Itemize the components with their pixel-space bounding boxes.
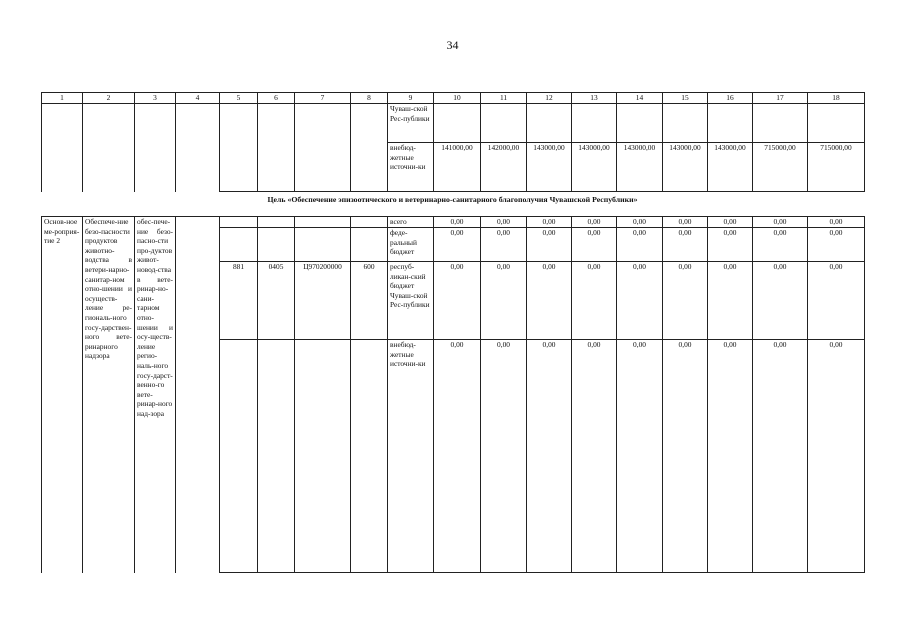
col-header: 4 xyxy=(176,93,220,104)
col-header: 7 xyxy=(295,93,351,104)
amount-cell xyxy=(808,104,865,143)
amount-cell: 0,00 xyxy=(481,262,527,340)
amount-cell xyxy=(572,104,617,143)
amount-cell: 141000,00 xyxy=(434,143,481,192)
col-header: 5 xyxy=(220,93,258,104)
amount-cell xyxy=(527,104,572,143)
amount-cell: 0,00 xyxy=(663,217,708,228)
amount-cell: 0,00 xyxy=(434,340,481,573)
amount-cell: 0,00 xyxy=(708,217,753,228)
funding-source: феде-ральный бюджет xyxy=(388,228,434,262)
amount-cell: 0,00 xyxy=(808,217,865,228)
amount-cell: 0,00 xyxy=(527,228,572,262)
amount-cell xyxy=(617,104,663,143)
ministry-code: 881 xyxy=(220,262,258,340)
expense-type-code: 600 xyxy=(351,262,388,340)
column-number-row xyxy=(42,93,865,104)
amount-cell: 142000,00 xyxy=(481,143,527,192)
amount-cell: 0,00 xyxy=(753,262,808,340)
col-header: 9 xyxy=(388,93,434,104)
page-number: 34 xyxy=(446,38,459,52)
amount-cell: 0,00 xyxy=(434,262,481,340)
budget-table-top xyxy=(41,92,865,192)
amount-cell xyxy=(434,104,481,143)
col-header: 16 xyxy=(708,93,753,104)
amount-cell: 0,00 xyxy=(527,340,572,573)
table-row xyxy=(42,217,865,228)
col-header: 13 xyxy=(572,93,617,104)
col-header: 8 xyxy=(351,93,388,104)
funding-source: внебюд-жетные источни-ки xyxy=(388,340,434,573)
amount-cell: 0,00 xyxy=(481,217,527,228)
amount-cell: 0,00 xyxy=(708,262,753,340)
col-header: 18 xyxy=(808,93,865,104)
amount-cell: 0,00 xyxy=(708,228,753,262)
col-header: 14 xyxy=(617,93,663,104)
amount-cell: 715000,00 xyxy=(753,143,808,192)
amount-cell: 0,00 xyxy=(663,228,708,262)
amount-cell: 0,00 xyxy=(527,217,572,228)
amount-cell: 0,00 xyxy=(617,217,663,228)
amount-cell: 0,00 xyxy=(617,228,663,262)
col-header: 1 xyxy=(42,93,83,104)
amount-cell: 0,00 xyxy=(572,217,617,228)
table-row xyxy=(42,143,865,192)
budget-table-measure xyxy=(41,216,865,573)
amount-cell: 0,00 xyxy=(527,262,572,340)
funding-source: Чуваш-ской Рес-публики xyxy=(388,104,434,143)
col-header: 10 xyxy=(434,93,481,104)
amount-cell: 0,00 xyxy=(753,217,808,228)
amount-cell: 0,00 xyxy=(753,340,808,573)
section-code: 0405 xyxy=(258,262,295,340)
amount-cell xyxy=(663,104,708,143)
amount-cell: 0,00 xyxy=(434,228,481,262)
measure-number: Основ-ное ме-роприя-тие 2 xyxy=(42,217,83,573)
amount-cell: 143000,00 xyxy=(663,143,708,192)
amount-cell: 143000,00 xyxy=(708,143,753,192)
amount-cell: 0,00 xyxy=(481,228,527,262)
col-header: 11 xyxy=(481,93,527,104)
measure-title: Обеспече-ние безо-пасности продуктов животно-водства в ветери-нарно-санитар-ном отно-шении и осуществ-ление ре-гиональ-ного госу-дарствен-ного вете-ринарного надзора xyxy=(83,217,135,573)
amount-cell: 0,00 xyxy=(617,340,663,573)
amount-cell: 143000,00 xyxy=(527,143,572,192)
funding-source: респуб-ликан-ский бюджет Чуваш-ской Рес-публики xyxy=(388,262,434,340)
amount-cell xyxy=(481,104,527,143)
amount-cell: 0,00 xyxy=(808,340,865,573)
amount-cell: 0,00 xyxy=(617,262,663,340)
amount-cell: 0,00 xyxy=(663,262,708,340)
amount-cell xyxy=(753,104,808,143)
amount-cell: 143000,00 xyxy=(572,143,617,192)
amount-cell: 0,00 xyxy=(708,340,753,573)
col-header: 3 xyxy=(135,93,176,104)
col-header: 15 xyxy=(663,93,708,104)
col-header: 12 xyxy=(527,93,572,104)
amount-cell: 0,00 xyxy=(572,340,617,573)
amount-cell: 0,00 xyxy=(753,228,808,262)
target-article-code: Ц970200000 xyxy=(295,262,351,340)
amount-cell: 0,00 xyxy=(808,262,865,340)
table-row xyxy=(42,104,865,143)
amount-cell: 0,00 xyxy=(572,262,617,340)
amount-cell xyxy=(708,104,753,143)
col-header: 6 xyxy=(258,93,295,104)
col-header: 2 xyxy=(83,93,135,104)
amount-cell: 0,00 xyxy=(663,340,708,573)
amount-cell: 0,00 xyxy=(481,340,527,573)
goal-heading: Цель «Обеспечение эпизоотического и ветеринарно-санитарного благополучия Чувашской Республики» xyxy=(267,195,638,204)
amount-cell: 0,00 xyxy=(808,228,865,262)
col-header: 17 xyxy=(753,93,808,104)
amount-cell: 715000,00 xyxy=(808,143,865,192)
amount-cell: 0,00 xyxy=(572,228,617,262)
amount-cell: 143000,00 xyxy=(617,143,663,192)
measure-description: обес-пече-ние безо-пасно-сти про-дуктов живот-новод-ства в вете-ринар-но-сани-тарном отно-шении и осу-ществ-ление регио-наль-ного госу-дарст-венно-го вете-ринар-ного над-зора xyxy=(135,217,176,573)
funding-source: всего xyxy=(388,217,434,228)
funding-source: внебюд-жетные источни-ки xyxy=(388,143,434,192)
amount-cell: 0,00 xyxy=(434,217,481,228)
